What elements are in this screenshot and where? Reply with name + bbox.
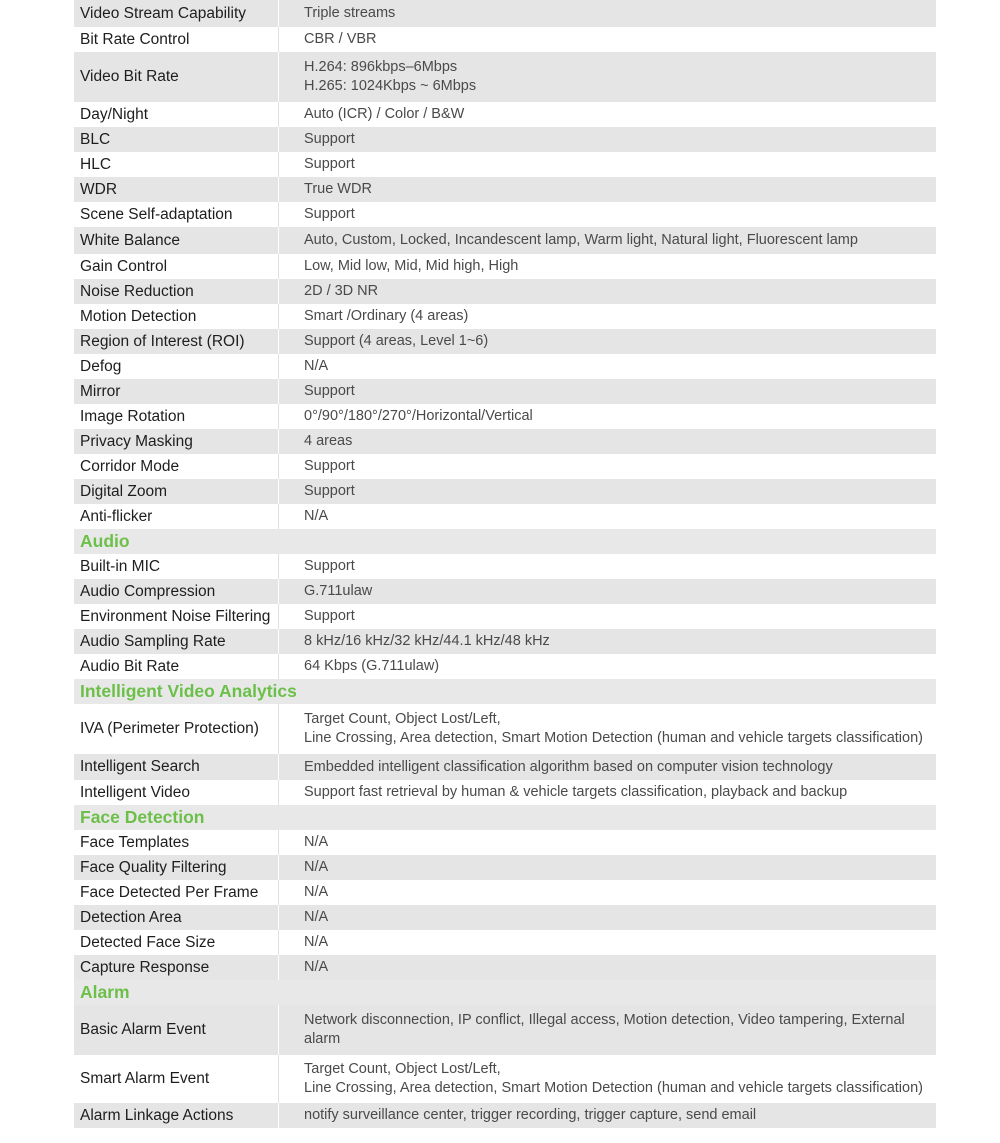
spec-row [74,855,936,880]
spec-row [74,27,936,52]
spec-row [74,202,936,227]
spec-table [74,0,936,1128]
spec-value [279,202,936,227]
spec-value-line: Support [304,558,355,574]
section-title: Face Detection [80,807,205,827]
spec-value-line: Smart /Ordinary (4 areas) [304,308,469,324]
spec-value [279,930,936,955]
spec-row [74,905,936,930]
spec-row [74,254,936,279]
spec-value-line: alarm [304,1031,341,1047]
spec-value-line: Support [304,206,355,222]
section-header [74,529,936,554]
spec-row [74,629,936,654]
spec-value [279,654,936,679]
spec-value [279,27,936,52]
spec-row [74,1103,936,1128]
spec-value-line: Triple streams [304,5,396,21]
spec-row [74,279,936,304]
spec-row [74,1005,936,1055]
spec-value-line: N/A [304,834,329,850]
spec-row [74,654,936,679]
spec-row [74,1055,936,1103]
spec-row [74,177,936,202]
spec-value [279,52,936,102]
section-header [74,980,936,1005]
spec-value [279,177,936,202]
section-title: Audio [80,531,130,551]
spec-label: IVA (Perimeter Protection) [74,704,279,754]
spec-row [74,830,936,855]
spec-value [279,152,936,177]
spec-value-line: 2D / 3D NR [304,283,379,299]
spec-label: Mirror [74,379,279,404]
spec-label: Scene Self-adaptation [74,202,279,227]
spec-row [74,454,936,479]
spec-value [279,1103,936,1128]
spec-value-line: Support [304,483,355,499]
spec-row [74,354,936,379]
spec-label: Bit Rate Control [74,27,279,52]
spec-value [279,780,936,805]
spec-value-line: CBR / VBR [304,31,377,47]
spec-value [279,830,936,855]
spec-label: Face Quality Filtering [74,855,279,880]
spec-value [279,404,936,429]
spec-value [279,579,936,604]
spec-value-line: N/A [304,934,329,950]
section-header [74,805,936,830]
spec-label: Image Rotation [74,404,279,429]
spec-value-line: 0°/90°/180°/270°/Horizontal/Vertical [304,408,533,424]
spec-value [279,354,936,379]
spec-value-line: N/A [304,358,329,374]
spec-label: Video Bit Rate [74,52,279,102]
spec-label: HLC [74,152,279,177]
spec-value [279,1005,936,1055]
spec-label: Defog [74,354,279,379]
spec-value-line: H.264: 896kbps–6Mbps [304,59,458,75]
spec-label: Intelligent Video [74,780,279,805]
spec-row [74,880,936,905]
spec-label: Detection Area [74,905,279,930]
spec-row [74,329,936,354]
spec-value [279,479,936,504]
spec-row [74,955,936,980]
spec-value-line: Support [304,131,355,147]
spec-value-line: Embedded intelligent classification algorithm based on computer vision technology [304,758,833,775]
spec-row [74,404,936,429]
spec-label: Anti-flicker [74,504,279,529]
spec-label: Face Templates [74,830,279,855]
spec-label: Audio Sampling Rate [74,629,279,654]
spec-value-line: 8 kHz/16 kHz/32 kHz/44.1 kHz/48 kHz [304,633,550,649]
spec-row [74,604,936,629]
spec-value-line: Low, Mid low, Mid, Mid high, High [304,258,519,274]
spec-value-line: Line Crossing, Area detection, Smart Motion Detection (human and vehicle targets classification) [304,730,923,746]
spec-row [74,379,936,404]
spec-value [279,429,936,454]
spec-label: Built-in MIC [74,554,279,579]
spec-row [74,102,936,127]
spec-label: Privacy Masking [74,429,279,454]
spec-row [74,0,936,27]
spec-value-line: 64 Kbps (G.711ulaw) [304,658,440,674]
spec-value [279,304,936,329]
spec-row [74,704,936,754]
spec-value [279,227,936,254]
spec-value [279,379,936,404]
spec-row [74,304,936,329]
spec-value-line: G.711ulaw [304,583,373,599]
spec-value [279,504,936,529]
spec-value-line: N/A [304,508,329,524]
spec-value-line: Target Count, Object Lost/Left, [304,711,501,727]
spec-label: Detected Face Size [74,930,279,955]
spec-label: Audio Bit Rate [74,654,279,679]
spec-value [279,254,936,279]
spec-label: Audio Compression [74,579,279,604]
spec-value [279,855,936,880]
spec-label: Video Stream Capability [74,0,279,27]
spec-value [279,127,936,152]
spec-value-line: Auto, Custom, Locked, Incandescent lamp, Warm light, Natural light, Fluorescent lamp [304,232,858,248]
spec-value-line: N/A [304,859,329,875]
spec-label: Face Detected Per Frame [74,880,279,905]
spec-value-line: Network disconnection, IP conflict, Illegal access, Motion detection, Video tampering, External [304,1012,905,1028]
spec-value-line: Support fast retrieval by human & vehicle targets classification, playback and backup [304,784,848,800]
spec-value-line: 4 areas [304,433,353,449]
spec-value-line: Support [304,608,355,624]
spec-label: BLC [74,127,279,152]
spec-value [279,554,936,579]
spec-row [74,780,936,805]
spec-value-line: notify surveillance center, trigger recording, trigger capture, send email [304,1107,757,1123]
spec-value-line: True WDR [304,181,372,197]
spec-value [279,1055,936,1103]
spec-value [279,604,936,629]
spec-row [74,930,936,955]
spec-row [74,429,936,454]
spec-label: Capture Response [74,955,279,980]
spec-value-line: N/A [304,884,329,900]
spec-label: Motion Detection [74,304,279,329]
spec-row [74,504,936,529]
spec-label: Region of Interest (ROI) [74,329,279,354]
spec-value-line: Target Count, Object Lost/Left, [304,1061,501,1077]
spec-value-line: Line Crossing, Area detection, Smart Motion Detection (human and vehicle targets classification) [304,1080,923,1096]
spec-row [74,152,936,177]
spec-label: Day/Night [74,102,279,127]
spec-row [74,479,936,504]
spec-value-line: Support [304,383,355,399]
spec-label: Corridor Mode [74,454,279,479]
spec-row [74,127,936,152]
section-header [74,679,936,704]
spec-label: WDR [74,177,279,202]
spec-value [279,955,936,980]
spec-value [279,0,936,27]
spec-value [279,279,936,304]
spec-value [279,454,936,479]
spec-label: Gain Control [74,254,279,279]
spec-label: Alarm Linkage Actions [74,1103,279,1128]
spec-label: Smart Alarm Event [74,1055,279,1103]
spec-value-line: Auto (ICR) / Color / B&W [304,106,465,122]
spec-row [74,52,936,102]
spec-value [279,905,936,930]
spec-value-line: Support [304,156,355,172]
spec-value [279,629,936,654]
spec-label: White Balance [74,227,279,254]
spec-label: Noise Reduction [74,279,279,304]
spec-value [279,754,936,780]
spec-value-line: N/A [304,959,329,975]
spec-value-line: Support [304,458,355,474]
section-title: Alarm [80,982,130,1002]
spec-row [74,554,936,579]
spec-value [279,102,936,127]
spec-value-line: N/A [304,909,329,925]
spec-value [279,880,936,905]
spec-label: Intelligent Search [74,754,279,780]
spec-value-line: Support (4 areas, Level 1~6) [304,333,489,349]
spec-value-line: H.265: 1024Kbps ~ 6Mbps [304,78,477,94]
spec-value [279,329,936,354]
spec-row [74,227,936,254]
section-title: Intelligent Video Analytics [80,681,297,701]
spec-value [279,704,936,754]
spec-label: Basic Alarm Event [74,1005,279,1055]
spec-label: Environment Noise Filtering [74,604,279,629]
spec-label: Digital Zoom [74,479,279,504]
spec-row [74,579,936,604]
spec-row [74,754,936,780]
